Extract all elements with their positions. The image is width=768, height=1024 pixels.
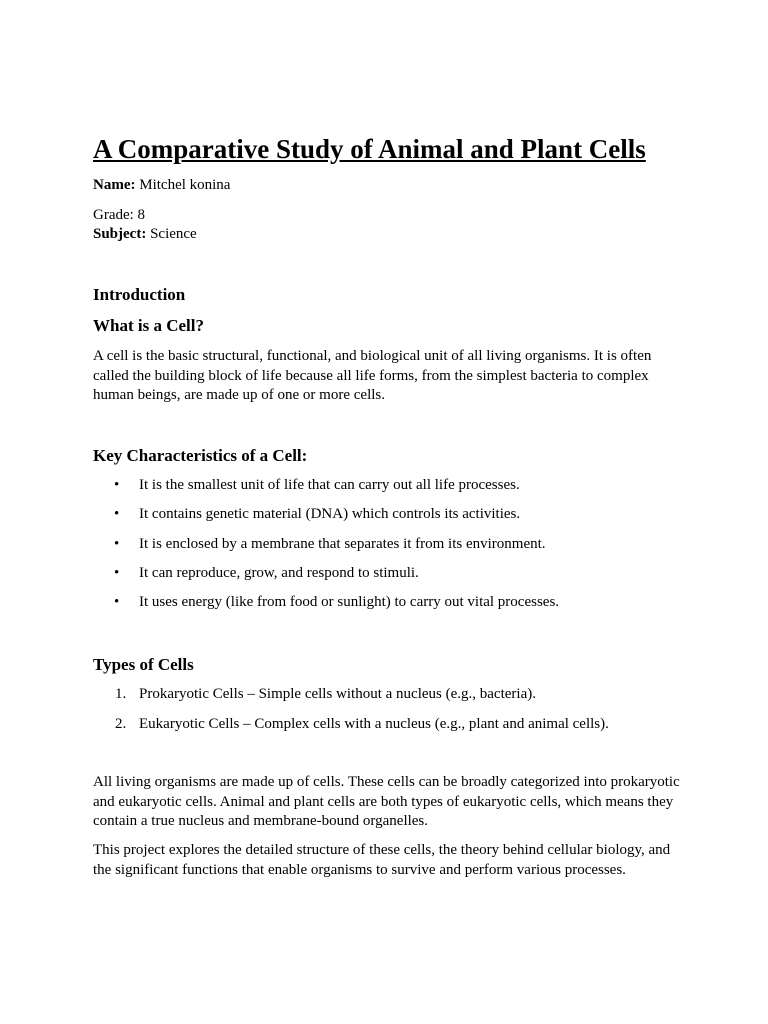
intro-paragraph: A cell is the basic structural, functional, and biological unit of all living organisms. It is often called the building block of life because all life forms, from the simplest bacteria to complex human beings, are made up of one or more cells. [93,348,652,403]
list-item [93,535,559,564]
list-item-text: Eukaryotic Cells – Complex cells with a nucleus (e.g., plant and animal cells). [139,715,609,732]
bullet-glyph: • [114,506,120,523]
list-item-text: It is the smallest unit of life that can carry out all life processes. [139,477,520,493]
list-item [93,564,559,593]
types-of-cells-list [93,685,609,744]
list-item [93,593,559,622]
subject-line [93,225,197,244]
key-characteristics-list [93,476,559,622]
subject-label: Subject: [93,226,147,242]
list-item [93,715,609,745]
list-number: 2. [115,715,127,732]
name-value: Mitchel konina [139,177,231,193]
bullet-glyph: • [114,594,120,611]
subject-value: Science [150,226,197,242]
list-number: 1. [115,686,127,702]
types-of-cells-heading: Types of Cells [93,655,194,674]
list-item-text: It is enclosed by a membrane that separates it from its environment. [139,535,546,552]
body-paragraph-2: This project explores the detailed structure of these cells, the theory behind cellular biology, and the significant functions that enable organisms to survive and perform various processes. [93,842,671,878]
grade-line: Grade: 8 [93,207,146,223]
bullet-glyph: • [114,564,120,581]
list-item [93,476,559,505]
list-item-text: It can reproduce, grow, and respond to stimuli. [139,564,419,581]
name-label: Name: [93,177,136,193]
list-item-text: Prokaryotic Cells – Simple cells without a nucleus (e.g., bacteria). [139,686,536,702]
list-item [93,505,559,534]
list-item-text: It uses energy (like from food or sunlight) to carry out vital processes. [139,594,560,611]
list-item-text: It contains genetic material (DNA) which controls its activities. [139,506,521,523]
student-name-line [93,176,230,195]
what-is-a-cell-heading: What is a Cell? [93,316,204,335]
list-item [93,685,609,715]
introduction-heading: Introduction [93,285,186,304]
bullet-glyph: • [114,477,120,493]
key-characteristics-heading: Key Characteristics of a Cell: [93,446,308,465]
document-title: A Comparative Study of Animal and Plant Cells [93,134,646,164]
body-paragraph-1: All living organisms are made up of cells. These cells can be broadly categorized into prokaryotic and eukaryotic cells. Animal and plant cells are both types of eukaryotic cells, which means they contain a true nucleus and membrane-bound organelles. [93,774,680,829]
bullet-glyph: • [114,535,120,552]
